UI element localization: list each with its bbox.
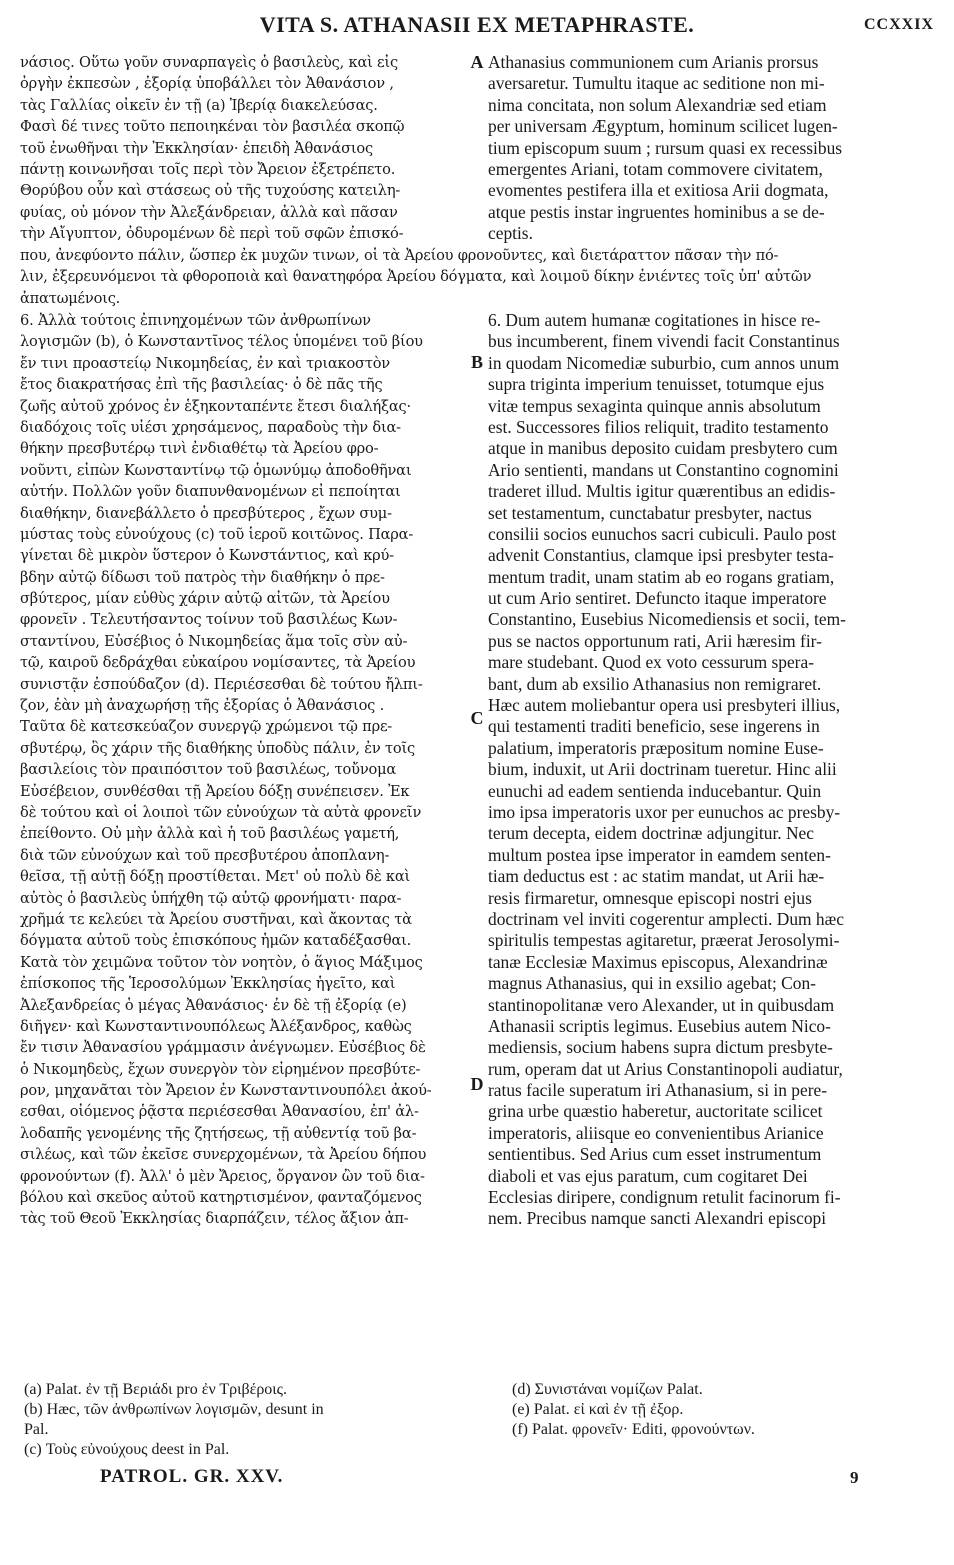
greek-line: Φασὶ δέ τινες τοῦτο πεποιηκέναι τὸν βασιλέα σκοπῷ	[20, 118, 405, 136]
latin-line: doctrinam vel inviti cogerentur amplecti. Dum hæc	[488, 908, 844, 929]
greek-line: εσθαι, οἰόμενος ῥᾷστα περιέσεσθαι Ἀθανασίου, ἐπ' ἀλ-	[20, 1103, 419, 1121]
greek-line: διαθήκην, διανεβάλλετο ὁ πρεσβύτερος , ἔχων συμ-	[20, 504, 392, 522]
latin-line: pus se nactos opportunum rati, Arii hæresim fir-	[488, 630, 822, 651]
greek-line: φυίας, οὐ μόνον τὴν Ἀλεξάνδρειαν, ἀλλὰ καὶ πᾶσαν	[20, 203, 398, 221]
greek-line: Ταῦτα δὲ κατεσκεύαζον συνεργῷ χρώμενοι τῷ πρε-	[20, 718, 393, 736]
signature-number: 9	[850, 1468, 859, 1487]
footnotes-left	[24, 1380, 474, 1460]
greek-line: που, ἀνεφύοντο πάλιν, ὥσπερ ἐκ μυχῶν τινων, οἱ τὰ Ἀρείου φρονοῦντες, καὶ διετάραττον πᾶσαν τὴν πό-	[20, 247, 779, 264]
greek-line: ἀπατωμένοις.	[20, 289, 121, 307]
latin-line: multum postea ipse imperator in eamdem senten-	[488, 844, 831, 865]
greek-line: λογισμῶν (b), ὁ Κωνσταντῖνος τέλος ὑπομένει τοῦ βίου	[20, 333, 423, 351]
running-title: VITA S. ATHANASII EX METAPHRASTE.	[259, 12, 695, 37]
greek-line: ἔτος διακρατήσας ἐπὶ τῆς βασιλείας· ὁ δὲ πᾶς τῆς	[20, 376, 383, 394]
footnote-e: (e) Palat. εἰ καὶ ἐν τῇ ἐξορ.	[512, 1401, 684, 1418]
greek-line: σβύτερος, μίαν εὐθὺς χάριν αὐτῷ αἰτῶν, τὰ Ἀρείου	[20, 590, 390, 608]
latin-line: mediensis, socium habens supra dictum presbyte-	[488, 1037, 833, 1058]
latin-line: 6. Dum autem humanæ cogitationes in hisce re-	[488, 310, 821, 330]
latin-line: nima concitata, non solum Alexandriæ sed etiam	[488, 94, 827, 115]
latin-line: Ecclesias diripere, condignum retulit facinorum fi-	[488, 1187, 841, 1208]
latin-line: consilii socios eunuchos sacri cubiculi. Paulo post	[488, 523, 837, 544]
latin-line: per universam Ægyptum, hominum scilicet lugen-	[488, 116, 838, 137]
footnote-b-continuation: Pal.	[24, 1421, 49, 1438]
greek-line: θήκην πρεσβυτέρῳ τινὶ ἐνδιαθέτῳ τὰ Ἀρείου φρο-	[20, 440, 379, 458]
footnote-d: (d) Συνιστάναι νομίζων Palat.	[512, 1381, 703, 1398]
latin-line: advenit Constantius, clamque ipsi presbyter testa-	[488, 545, 834, 566]
margin-letter-b: B	[470, 352, 483, 372]
page-number: CCXXIX	[864, 16, 934, 33]
latin-line: magnus Athanasius, qui in exsilio agebat; Con-	[488, 973, 816, 994]
latin-line: Athanasii scriptis legimus. Eusebius autem Nico-	[488, 1015, 831, 1036]
latin-line: palatium, imperatoris præpositum nomine Euse-	[488, 737, 824, 758]
greek-line: δόγματα αὐτοῦ τοὺς ἐπισκόπους ἡμῶν καταδέξασθαι.	[20, 932, 412, 950]
latin-line: nem. Precibus namque sancti Alexandri episcopi	[488, 1208, 827, 1229]
latin-line: emergentes Ariani, totam commovere civitatem,	[488, 158, 823, 179]
greek-line: ἔν τισιν Ἀθανασίου γράμμασιν ἀνέγνωμεν. Εὐσέβιος δὲ	[20, 1039, 426, 1057]
latin-line: stantinopolitanæ vero Alexander, ut in quibusdam	[488, 994, 835, 1015]
greek-column-top	[20, 52, 465, 245]
margin-letter-a: A	[470, 52, 484, 72]
latin-line: ceptis.	[488, 223, 533, 244]
footnote-a: (a) Palat. ἐν τῇ Βεριάδι pro ἐν Τριβέροις.	[24, 1381, 287, 1398]
latin-line: terum decepta, eidem doctrinæ adjungitur. Nec	[488, 823, 814, 844]
page-header	[20, 12, 934, 40]
latin-line: tanæ Ecclesiæ Maximus episcopus, Alexandrinæ	[488, 951, 828, 972]
greek-line: τὰς τοῦ Θεοῦ Ἐκκλησίας διαρπάζειν, τέλος ἄξιον ἀπ-	[20, 1210, 409, 1228]
latin-column-main	[488, 310, 934, 1230]
greek-line: ἔν τινι προαστείῳ Νικομηδείας, ἐν καὶ τριακοστὸν	[20, 354, 390, 372]
greek-line: ὀργὴν ἐκπεσὼν , ἐξορίᾳ ὑποβάλλει τὸν Ἀθανάσιον ,	[20, 75, 394, 93]
footnote-f: (f) Palat. φρονεῖν· Editi, φρονούντων.	[512, 1421, 755, 1438]
greek-line: τὴν Αἴγυπτον, ὀδυρομένων δὲ περὶ τοῦ σφῶν ἐπισκό-	[20, 225, 404, 243]
latin-line: mare studebant. Quod ex voto cessurum spera-	[488, 652, 814, 673]
greek-line: Κατὰ τὸν χειμῶνα τοῦτον τὸν νοητὸν, ὁ ἅγιος Μάξιμος	[20, 953, 423, 971]
latin-line: Constantino, Eusebius Nicomediensis et socii, tem-	[488, 609, 846, 630]
greek-line: ἐπίσκοπος τῆς Ἱεροσολύμων Ἐκκλησίας ἡγεῖτο, καὶ	[20, 975, 396, 993]
latin-line: bus incumberent, finem vivendi facit Constantinus	[488, 331, 840, 352]
greek-line: νοῦντι, εἰπὼν Κωνσταντίνῳ τῷ ὁμωνύμῳ ἀποδοθῆναι	[20, 461, 412, 479]
greek-line: ρον, μηχανᾶται τὸν Ἄρειον ἐν Κωνσταντινουπόλει ἀκού-	[20, 1082, 432, 1100]
greek-line: τοῦ ἐνωθῆναι τὴν Ἐκκλησίαν· ἐπειδὴ Ἀθανάσιος	[20, 139, 373, 157]
greek-line: μύστας τοὺς εὐνούχους (c) τοῦ ἱεροῦ κοιτῶνος. Παρα-	[20, 525, 414, 543]
greek-line: διὰ τῶν εὐνούχων καὶ τοῦ πρεσβυτέρου ἀποπλανη-	[20, 846, 390, 864]
greek-line: βόλου καὶ σκεῦος αὐτοῦ κατηρτισμένον, φανταζόμενος	[20, 1189, 422, 1207]
footnote-b: (b) Hæc, τῶν ἀνθρωπίνων λογισμῶν, desunt in	[24, 1401, 324, 1418]
volume-signature: PATROL. GR. XXV.	[100, 1466, 284, 1487]
greek-line: γίνεται δὲ μικρὸν ὕστερον ὁ Κωνστάντιος, καὶ κρύ-	[20, 547, 394, 565]
greek-line: δὲ τούτου καὶ οἱ λοιποὶ τῶν εὐνούχων τὰ αὐτὰ φρονεῖν	[20, 803, 422, 821]
margin-letter-c: C	[470, 708, 484, 728]
latin-line: tium episcopum suum ; rursum quasi ex recessibus	[488, 137, 843, 158]
greek-line: σβυτέρῳ, ὃς χάριν τῆς διαθήκης ὑποδὺς πάλιν, ἐν τοῖς	[20, 739, 415, 757]
margin-letter-d: D	[470, 1074, 484, 1094]
greek-line: ὁ Νικομηδεὺς, ἔχων συνεργὸν τὸν εἰρημένον πρεσβύτε-	[20, 1060, 421, 1078]
latin-line: mentum tradit, unam statim ab eo rogans gratiam,	[488, 566, 835, 587]
latin-line: resis firmaretur, omnesque episcopi nostri ejus	[488, 887, 812, 908]
greek-line: λιν, ἐξερευνόμενοι τὰ φθοροποιὰ καὶ θανατηφόρα Ἀρείου δόγματα, καὶ λοιμοῦ δίκην ἐνιέντες τοῖς ὑπ' αὐτῶν	[20, 268, 812, 286]
latin-line: bium, induxit, ut Arii doctrinam tueretur. Hinc alii	[488, 759, 837, 780]
greek-line: διαδόχοις τοῖς υἱέσι χρησάμενος, παραδοὺς τὴν δια-	[20, 418, 401, 436]
latin-line: ut cum Ario sentiret. Defuncto itaque imperatore	[488, 588, 827, 609]
latin-line: qui testamenti traditi beneficio, sese ingerens in	[488, 716, 820, 737]
greek-line: Θορύβου οὖν καὶ στάσεως οὐ τῆς τυχούσης κατειλη-	[20, 182, 401, 200]
latin-line: in quodam Nicomediæ suburbio, cum annos unum	[488, 352, 840, 373]
latin-line: spiritulis tempestas agitaretur, præerat Jerosolymi-	[488, 930, 840, 951]
greek-column-main	[20, 310, 465, 1230]
greek-line: ζωῆς αὐτοῦ χρόνος ἐν ἑξηκονταπέντε ἔτεσι διαλήξας·	[20, 397, 411, 415]
latin-line: bant, dum ab exsilio Athanasius non remigraret.	[488, 673, 822, 694]
greek-line: βδην αὐτῷ δίδωσι τοῦ πατρὸς τὴν διαθήκην ὁ πρε-	[20, 568, 385, 586]
latin-line: imperatoris, aliisque eo convenientibus Arianice	[488, 1122, 824, 1143]
greek-line: θεῖσα, τῇ αὐτῇ δόξῃ προστίθεται. Μετ' οὐ πολὺ δὲ καὶ	[20, 868, 411, 886]
latin-line: traderet illud. Multis igitur quærentibus an edidis-	[488, 481, 836, 502]
latin-line: set testamentum, cunctabatur presbyter, nactus	[488, 502, 812, 523]
greek-line: τῷ, καιροῦ δεδράχθαι εὐκαίρου νομίσαντες, τὰ Ἀρείου	[20, 654, 416, 672]
latin-line: eunuchi ad eadem sentienda inducebantur. Quin	[488, 780, 822, 801]
greek-line: βασιλείοις τὸν πραιπόσιτον τοῦ βασιλέως, τοὔνομα	[20, 761, 397, 779]
greek-line: λοδαπῆς γενομένης τῆς ζητήσεως, τῇ αὐθεντίᾳ τοῦ βα-	[20, 1124, 417, 1142]
latin-line: tiam deductus est : ac statim mandat, ut Arii hæ-	[488, 866, 825, 887]
greek-line: σιλέως, καὶ τῶν ἐκεῖσε συνερχομένων, τὰ Ἀρείου δήπου	[20, 1146, 427, 1164]
greek-line: χρῆμά τε κελεύει τὰ Ἀρείου συστῆναι, καὶ ἄκοντας τὰ	[20, 910, 412, 928]
greek-line: νάσιος. Οὕτω γοῦν συναρπαγεὶς ὁ βασιλεὺς, καὶ εἰς	[20, 54, 398, 71]
latin-line: evomentes pestifera illa et exitiosa Arii dogmata,	[488, 180, 829, 201]
greek-line: ζον, ἐὰν μὴ ἀναχωρήσῃ τῆς ἐξορίας ὁ Ἀθανάσιος .	[20, 697, 385, 715]
greek-full-width-passage	[20, 245, 934, 309]
greek-line: αὐτήν. Πολλῶν γοῦν διαπυνθανομένων εἰ πεποίηται	[20, 483, 401, 501]
greek-line: Εὐσέβειον, συνθέσθαι τῇ Ἀρείου δόξῃ συνέπεισεν. Ἐκ	[20, 782, 410, 800]
greek-line: 6. Ἀλλὰ τούτοις ἐπινηχομένων τῶν ἀνθρωπίνων	[20, 312, 371, 329]
latin-line: atque pestis instar ingruentes hominibus a se de-	[488, 201, 825, 222]
latin-line: vitæ tempus sexaginta quinque annis absolutum	[488, 395, 821, 416]
latin-line: est. Successores filios reliquit, tradito testamento	[488, 416, 829, 437]
greek-line: σταντίνου, Εὐσέβιος ὁ Νικομηδείας ἅμα τοῖς σὺν αὐ-	[20, 632, 408, 650]
latin-line: Athanasius communionem cum Arianis prorsus	[488, 52, 819, 72]
latin-line: Ario sentienti, mandans ut Constantino cognomini	[488, 459, 839, 480]
greek-line: ἐπείθοντο. Οὐ μὴν ἀλλὰ καὶ ἡ τοῦ βασιλέως γαμετή,	[20, 825, 400, 843]
greek-line: τὰς Γαλλίας οἰκεῖν ἐν τῇ (a) Ἰβερίᾳ διακελεύσας.	[20, 96, 378, 114]
latin-line: imo ipsa imperatoris uxor per eunuchos ac presby-	[488, 801, 841, 822]
latin-line: grina urbe quæstio haberetur, auctoritate scilicet	[488, 1101, 823, 1122]
latin-line: supra triginta imperium tenuisset, totumque ejus	[488, 374, 825, 395]
footnote-c: (c) Τοὺς εὐνούχους deest in Pal.	[24, 1441, 230, 1458]
latin-column-top	[488, 52, 934, 245]
footnotes-right	[512, 1380, 932, 1440]
latin-line: Hæc autem moliebantur opera usi presbyteri illius,	[488, 695, 841, 716]
greek-line: φρονεῖν . Τελευτήσαντος τοίνυν τοῦ βασιλέως Κων-	[20, 611, 398, 629]
greek-line: συνιστᾷν ἐσπούδαζον (d). Περιέσεσθαι δὲ τούτου ἤλπι-	[20, 675, 423, 693]
greek-line: φρονούντων (f). Ἀλλ' ὁ μὲν Ἄρειος, ὄργανον ὢν τοῦ δια-	[20, 1167, 425, 1185]
greek-line: αὐτὸς ὁ βασιλεὺς ὑπήχθη τῷ αὐτῷ φρονήματι· παρα-	[20, 889, 402, 907]
latin-line: atque in manibus deposito cuidam presbytero cum	[488, 438, 838, 459]
latin-line: diaboli et vas ejus paratum, cum cogitaret Dei	[488, 1165, 808, 1186]
greek-line: Ἀλεξανδρείας ὁ μέγας Ἀθανάσιος· ἐν δὲ τῇ ἐξορίᾳ (e)	[20, 996, 407, 1014]
latin-line: ratus facile superatum iri Athanasium, si in pere-	[488, 1080, 828, 1101]
latin-line: aversaretur. Tumultu itaque ac seditione non mi-	[488, 73, 825, 94]
latin-line: sentientibus. Sed Arius cum esset instrumentum	[488, 1144, 822, 1165]
latin-line: rum, operam dat ut Arius Constantinopoli audiatur,	[488, 1058, 843, 1079]
greek-line: διῆγεν· καὶ Κωνσταντινουπόλεως Ἀλέξανδρος, καθὼς	[20, 1017, 412, 1035]
greek-line: πάντῃ κοινωνῆσαι τοῖς περὶ τὸν Ἄρειον ἐξετρέπετο.	[20, 160, 396, 178]
